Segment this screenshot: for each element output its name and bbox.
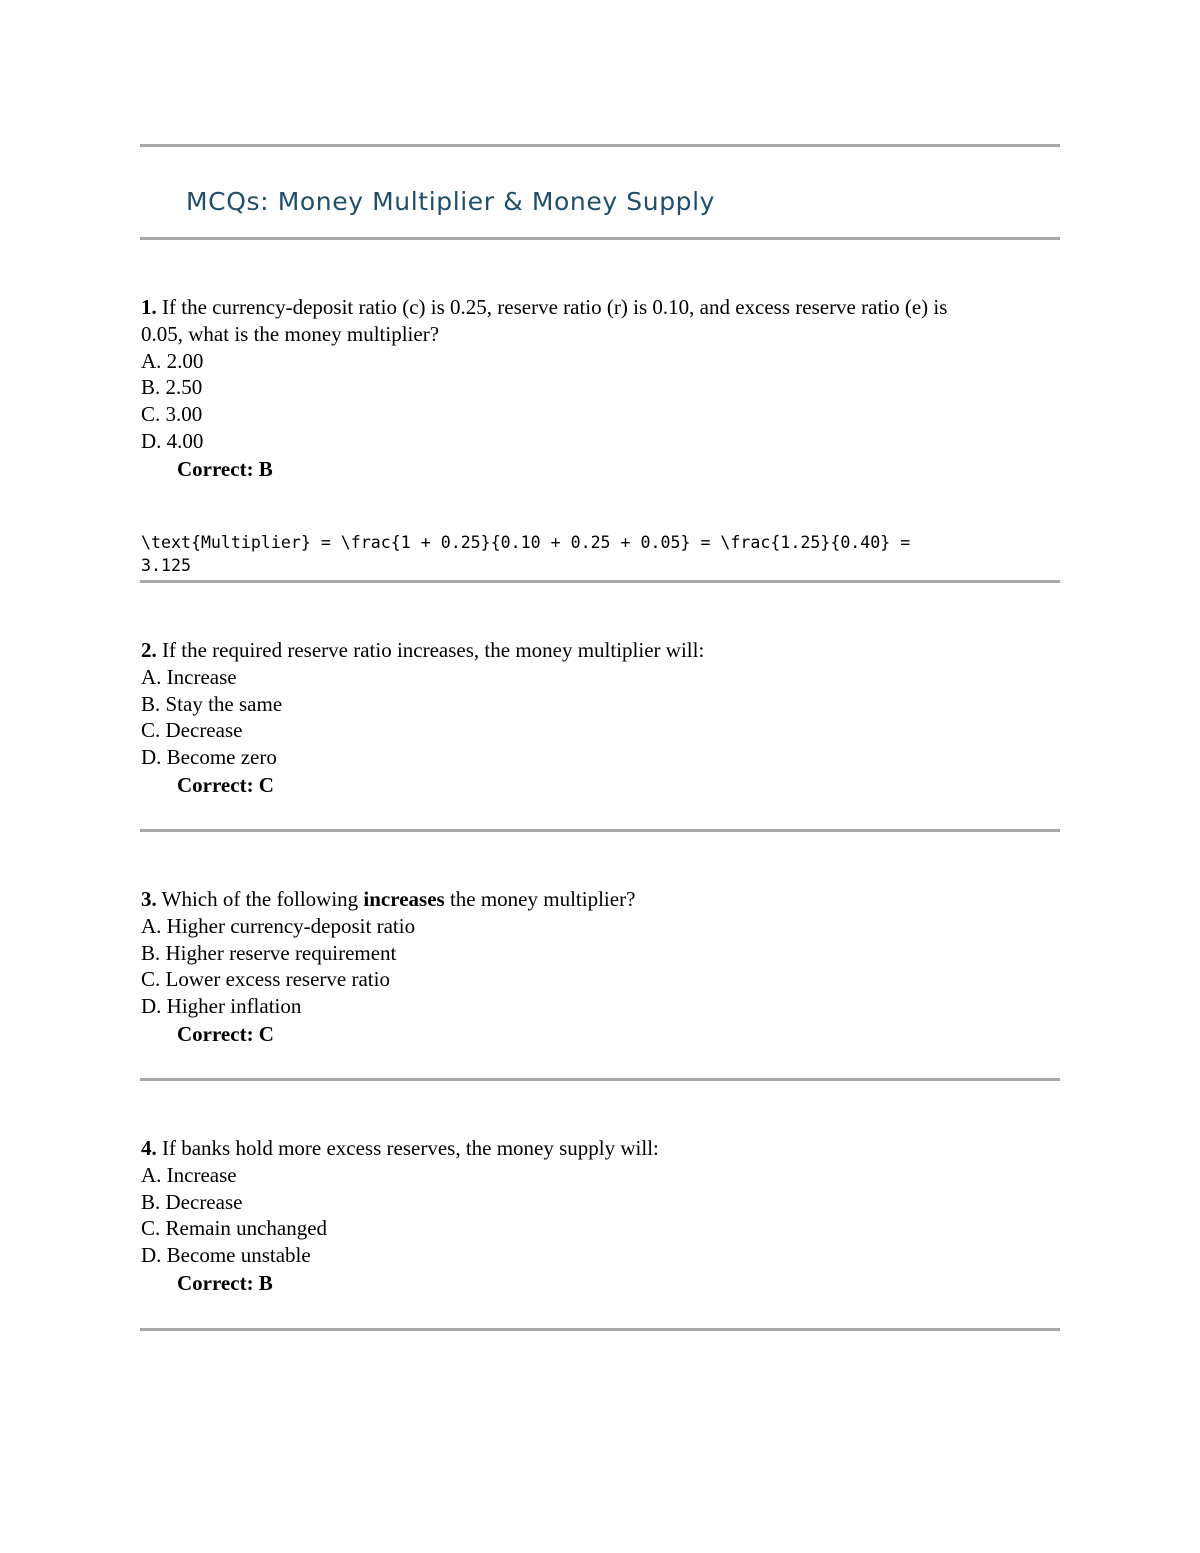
question-2-text bbox=[141, 637, 1056, 664]
question-number: 3. bbox=[141, 887, 157, 911]
formula-block bbox=[141, 531, 1061, 577]
question-number: 2. bbox=[141, 638, 157, 662]
top-divider bbox=[140, 144, 1060, 147]
option-c: C. 3.00 bbox=[141, 402, 203, 427]
option-c: C. Remain unchanged bbox=[141, 1216, 328, 1241]
question-3-text bbox=[141, 886, 1056, 913]
question-text: If the currency-deposit ratio (c) is 0.25, reserve ratio (r) is 0.10, and excess reserve ratio (e) is bbox=[156, 295, 948, 319]
formula-line-2: 3.125 bbox=[141, 556, 191, 575]
question-1-divider bbox=[140, 580, 1060, 583]
option-d: D. Higher inflation bbox=[141, 994, 302, 1019]
question-text: If banks hold more excess reserves, the money supply will: bbox=[156, 1136, 659, 1160]
question-1 bbox=[141, 294, 1056, 483]
question-number: 1. bbox=[141, 295, 157, 319]
question-number: 4. bbox=[141, 1136, 157, 1160]
correct-answer: Correct: B bbox=[177, 1270, 273, 1295]
option-c: C. Decrease bbox=[141, 718, 243, 743]
correct-answer: Correct: B bbox=[177, 456, 273, 481]
option-d: D. 4.00 bbox=[141, 428, 204, 453]
option-b: B. Stay the same bbox=[141, 691, 283, 716]
title-divider bbox=[140, 237, 1060, 240]
option-a: A. Increase bbox=[141, 664, 237, 689]
question-2-divider bbox=[140, 829, 1060, 832]
option-d: D. Become zero bbox=[141, 745, 277, 770]
question-2 bbox=[141, 637, 1056, 799]
question-text: Which of the following bbox=[156, 887, 364, 911]
question-4-text bbox=[141, 1135, 1056, 1162]
question-text-continued: 0.05, what is the money multiplier? bbox=[141, 321, 440, 346]
question-4 bbox=[141, 1135, 1056, 1297]
option-b: B. Decrease bbox=[141, 1189, 243, 1214]
option-b: B. Higher reserve requirement bbox=[141, 940, 397, 965]
option-a: A. Higher currency-deposit ratio bbox=[141, 913, 416, 938]
correct-answer: Correct: C bbox=[177, 1021, 274, 1046]
option-a: A. Increase bbox=[141, 1162, 237, 1187]
formula-line-1: \text{Multiplier} = \frac{1 + 0.25}{0.10 + 0.25 + 0.05} = \frac{1.25}{0.40} = bbox=[141, 533, 911, 552]
option-a: A. 2.00 bbox=[141, 348, 204, 373]
option-c: C. Lower excess reserve ratio bbox=[141, 967, 390, 992]
page-title: MCQs: Money Multiplier & Money Supply bbox=[186, 187, 716, 216]
option-d: D. Become unstable bbox=[141, 1243, 311, 1268]
question-text: If the required reserve ratio increases, the money multiplier will: bbox=[156, 638, 705, 662]
question-1-text bbox=[141, 294, 1056, 321]
correct-answer: Correct: C bbox=[177, 772, 274, 797]
question-4-divider bbox=[140, 1328, 1060, 1331]
question-3-divider bbox=[140, 1078, 1060, 1081]
option-b: B. 2.50 bbox=[141, 375, 203, 400]
question-text-end: the money multiplier? bbox=[444, 887, 636, 911]
question-3 bbox=[141, 886, 1056, 1048]
emphasized-word: increases bbox=[363, 887, 445, 911]
